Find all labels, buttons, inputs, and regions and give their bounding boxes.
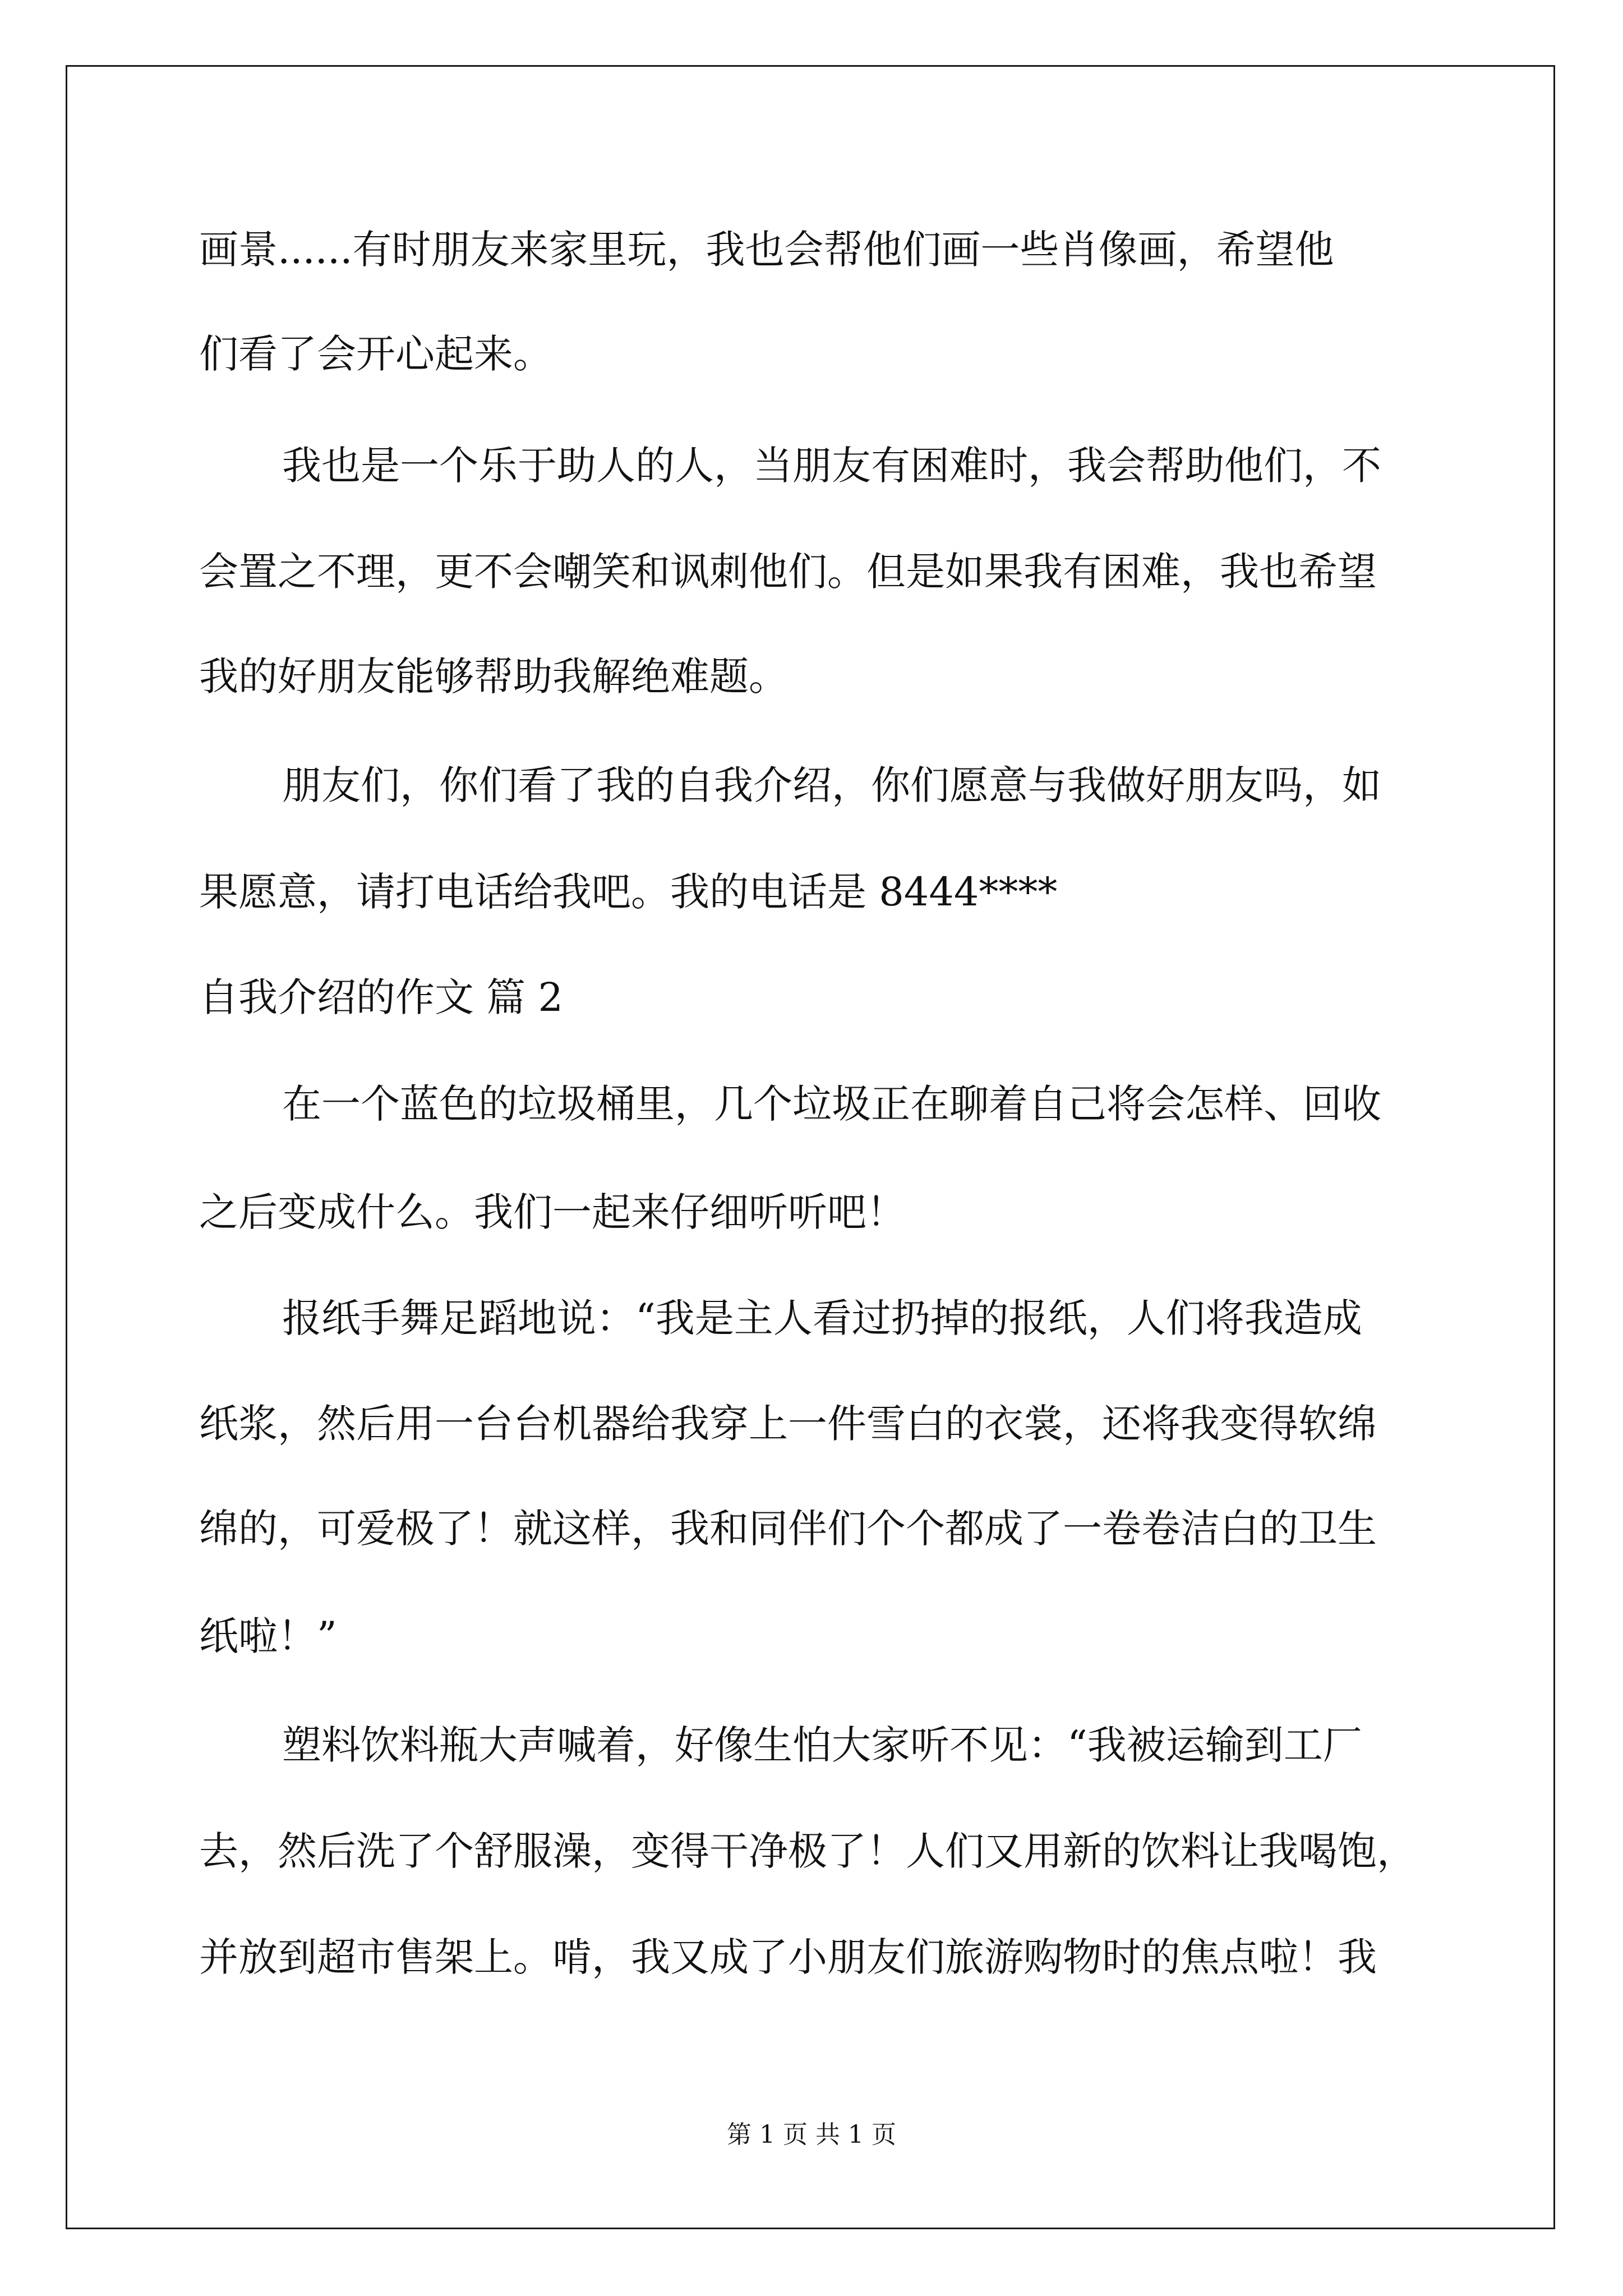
paragraph-start-line: 朋友们，你们看了我的自我介绍，你们愿意与我做好朋友吗，如 — [282, 762, 1381, 808]
paragraph-start-line: 我也是一个乐于助人的人，当朋友有困难时，我会帮助他们，不 — [282, 443, 1381, 489]
text-line: 会置之不理，更不会嘲笑和讽刺他们。但是如果我有困难，我也希望 — [199, 549, 1377, 595]
text-line: 们看了会开心起来。 — [199, 331, 552, 377]
page-number-footer: 第 1 页 共 1 页 — [727, 2120, 896, 2149]
page-border — [66, 65, 1555, 2229]
paragraph-start-line: 报纸手舞足蹈地说：“我是主人看过扔掉的报纸，人们将我造成 — [282, 1295, 1362, 1341]
text-line: 绵的，可爱极了！就这样，我和同伴们个个都成了一卷卷洁白的卫生 — [199, 1506, 1377, 1552]
section-heading: 自我介绍的作文 篇 2 — [199, 974, 564, 1020]
paragraph-start-line: 在一个蓝色的垃圾桶里，几个垃圾正在聊着自己将会怎样、回收 — [282, 1081, 1381, 1127]
paragraph-start-line: 塑料饮料瓶大声喊着，好像生怕大家听不见：“我被运输到工厂 — [282, 1722, 1362, 1768]
text-line: 果愿意，请打电话给我吧。我的电话是 8444**** — [199, 869, 1058, 915]
text-line: 纸浆，然后用一台台机器给我穿上一件雪白的衣裳，还将我变得软绵 — [199, 1401, 1377, 1447]
text-line: 并放到超市售架上。啃，我又成了小朋友们旅游购物时的焦点啦！我 — [199, 1934, 1377, 1980]
text-line: 去，然后洗了个舒服澡，变得干净极了！人们又用新的饮料让我喝饱， — [199, 1828, 1416, 1874]
text-line: 纸啦！” — [199, 1613, 337, 1659]
text-line: 我的好朋友能够帮助我解绝难题。 — [199, 654, 788, 700]
text-line: 画景......有时朋友来家里玩，我也会帮他们画一些肖像画，希望他 — [199, 227, 1334, 273]
text-line: 之后变成什么。我们一起来仔细听听吧！ — [199, 1189, 906, 1235]
